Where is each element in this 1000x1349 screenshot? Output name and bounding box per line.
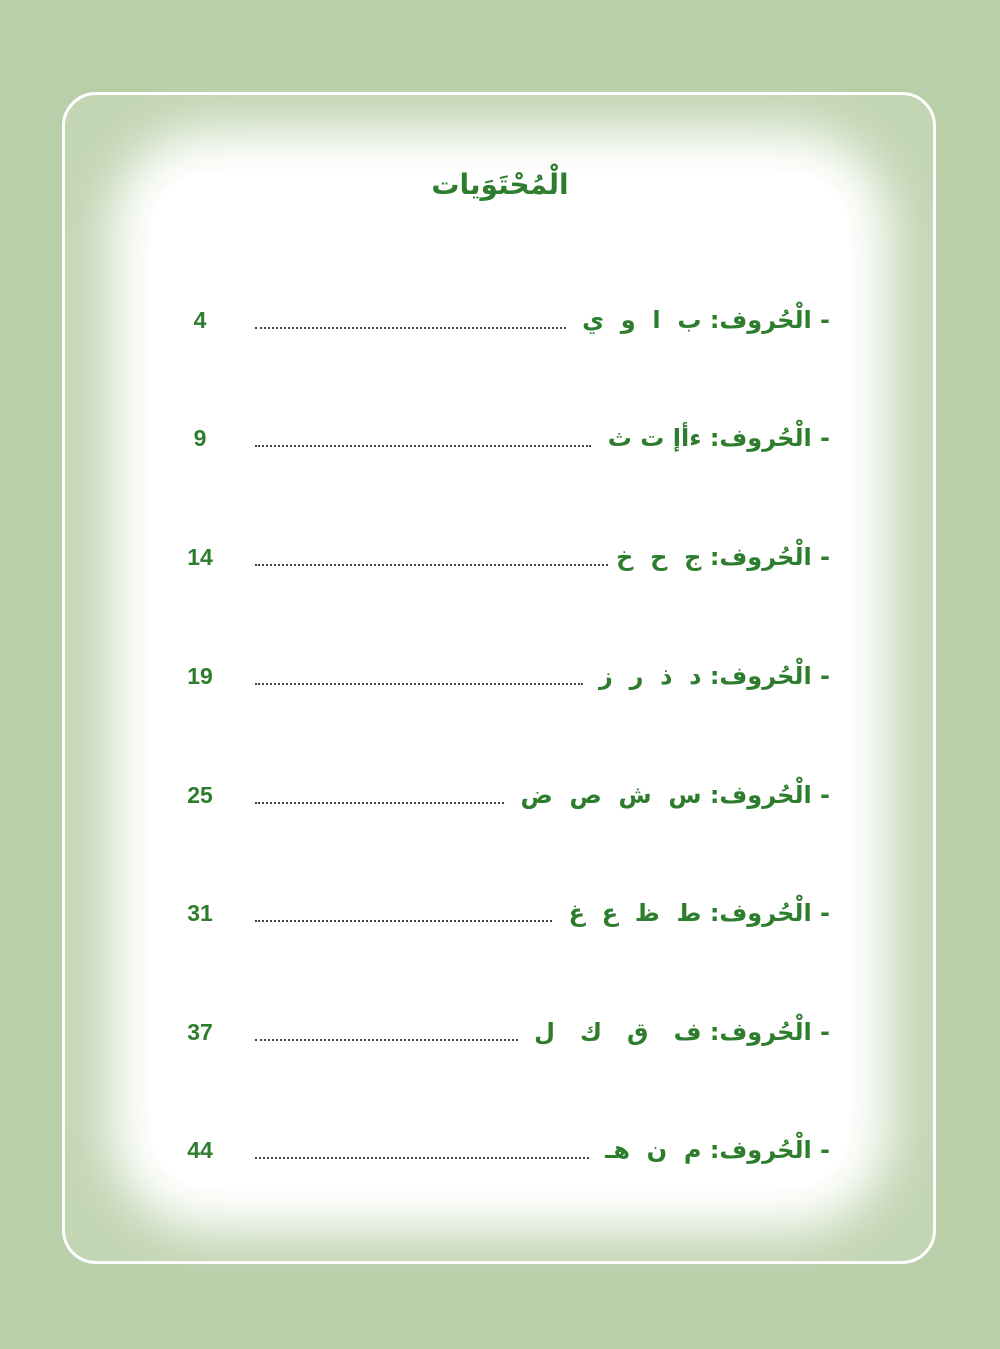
toc-entry-label: - الْحُروف: م ن هـ [596, 1136, 830, 1164]
toc-entry[interactable] [255, 893, 830, 933]
toc-page-number: 37 [187, 1019, 213, 1045]
toc-entry[interactable] [255, 1012, 830, 1052]
toc-entry[interactable] [255, 418, 830, 458]
dot-leader [255, 564, 608, 566]
toc-page-number: 25 [187, 782, 213, 808]
dot-leader [255, 683, 583, 685]
toc-entry-label: - الْحُروف: س ش ص ض [512, 781, 830, 809]
toc-entry-label: - الْحُروف: ف ق ك ل [525, 1018, 830, 1046]
toc-entry-label: - الْحُروف: ط ظ ع غ [560, 899, 830, 927]
toc-entry-label: - الْحُروف: د ذ ر ز [590, 662, 830, 690]
toc-entry[interactable] [255, 537, 830, 577]
dot-leader [255, 1157, 589, 1159]
toc-entry[interactable] [255, 656, 830, 696]
toc-entry[interactable] [255, 1130, 830, 1170]
toc-page-number: 14 [187, 544, 213, 570]
dot-leader [255, 920, 552, 922]
toc-entry[interactable] [255, 775, 830, 815]
toc-entry[interactable] [255, 300, 830, 340]
toc-page-number: 31 [187, 900, 213, 926]
toc-entry-label: - الْحُروف: ءأإ ت ث [599, 424, 830, 452]
toc-page-number: 19 [187, 663, 213, 689]
toc-page-number: 4 [193, 307, 207, 333]
dot-leader [255, 802, 504, 804]
dot-leader [255, 445, 591, 447]
page-title: الْمُحْتَوَيات [431, 168, 569, 201]
dot-leader [255, 327, 566, 329]
toc-page-number: 9 [193, 425, 207, 451]
dot-leader [255, 1039, 518, 1041]
toc-page-number: 44 [187, 1137, 213, 1163]
toc-entry-label: - الْحُروف: ب ا و ي [573, 306, 830, 334]
toc-entry-label: - الْحُروف: ج ح خ [616, 543, 830, 571]
